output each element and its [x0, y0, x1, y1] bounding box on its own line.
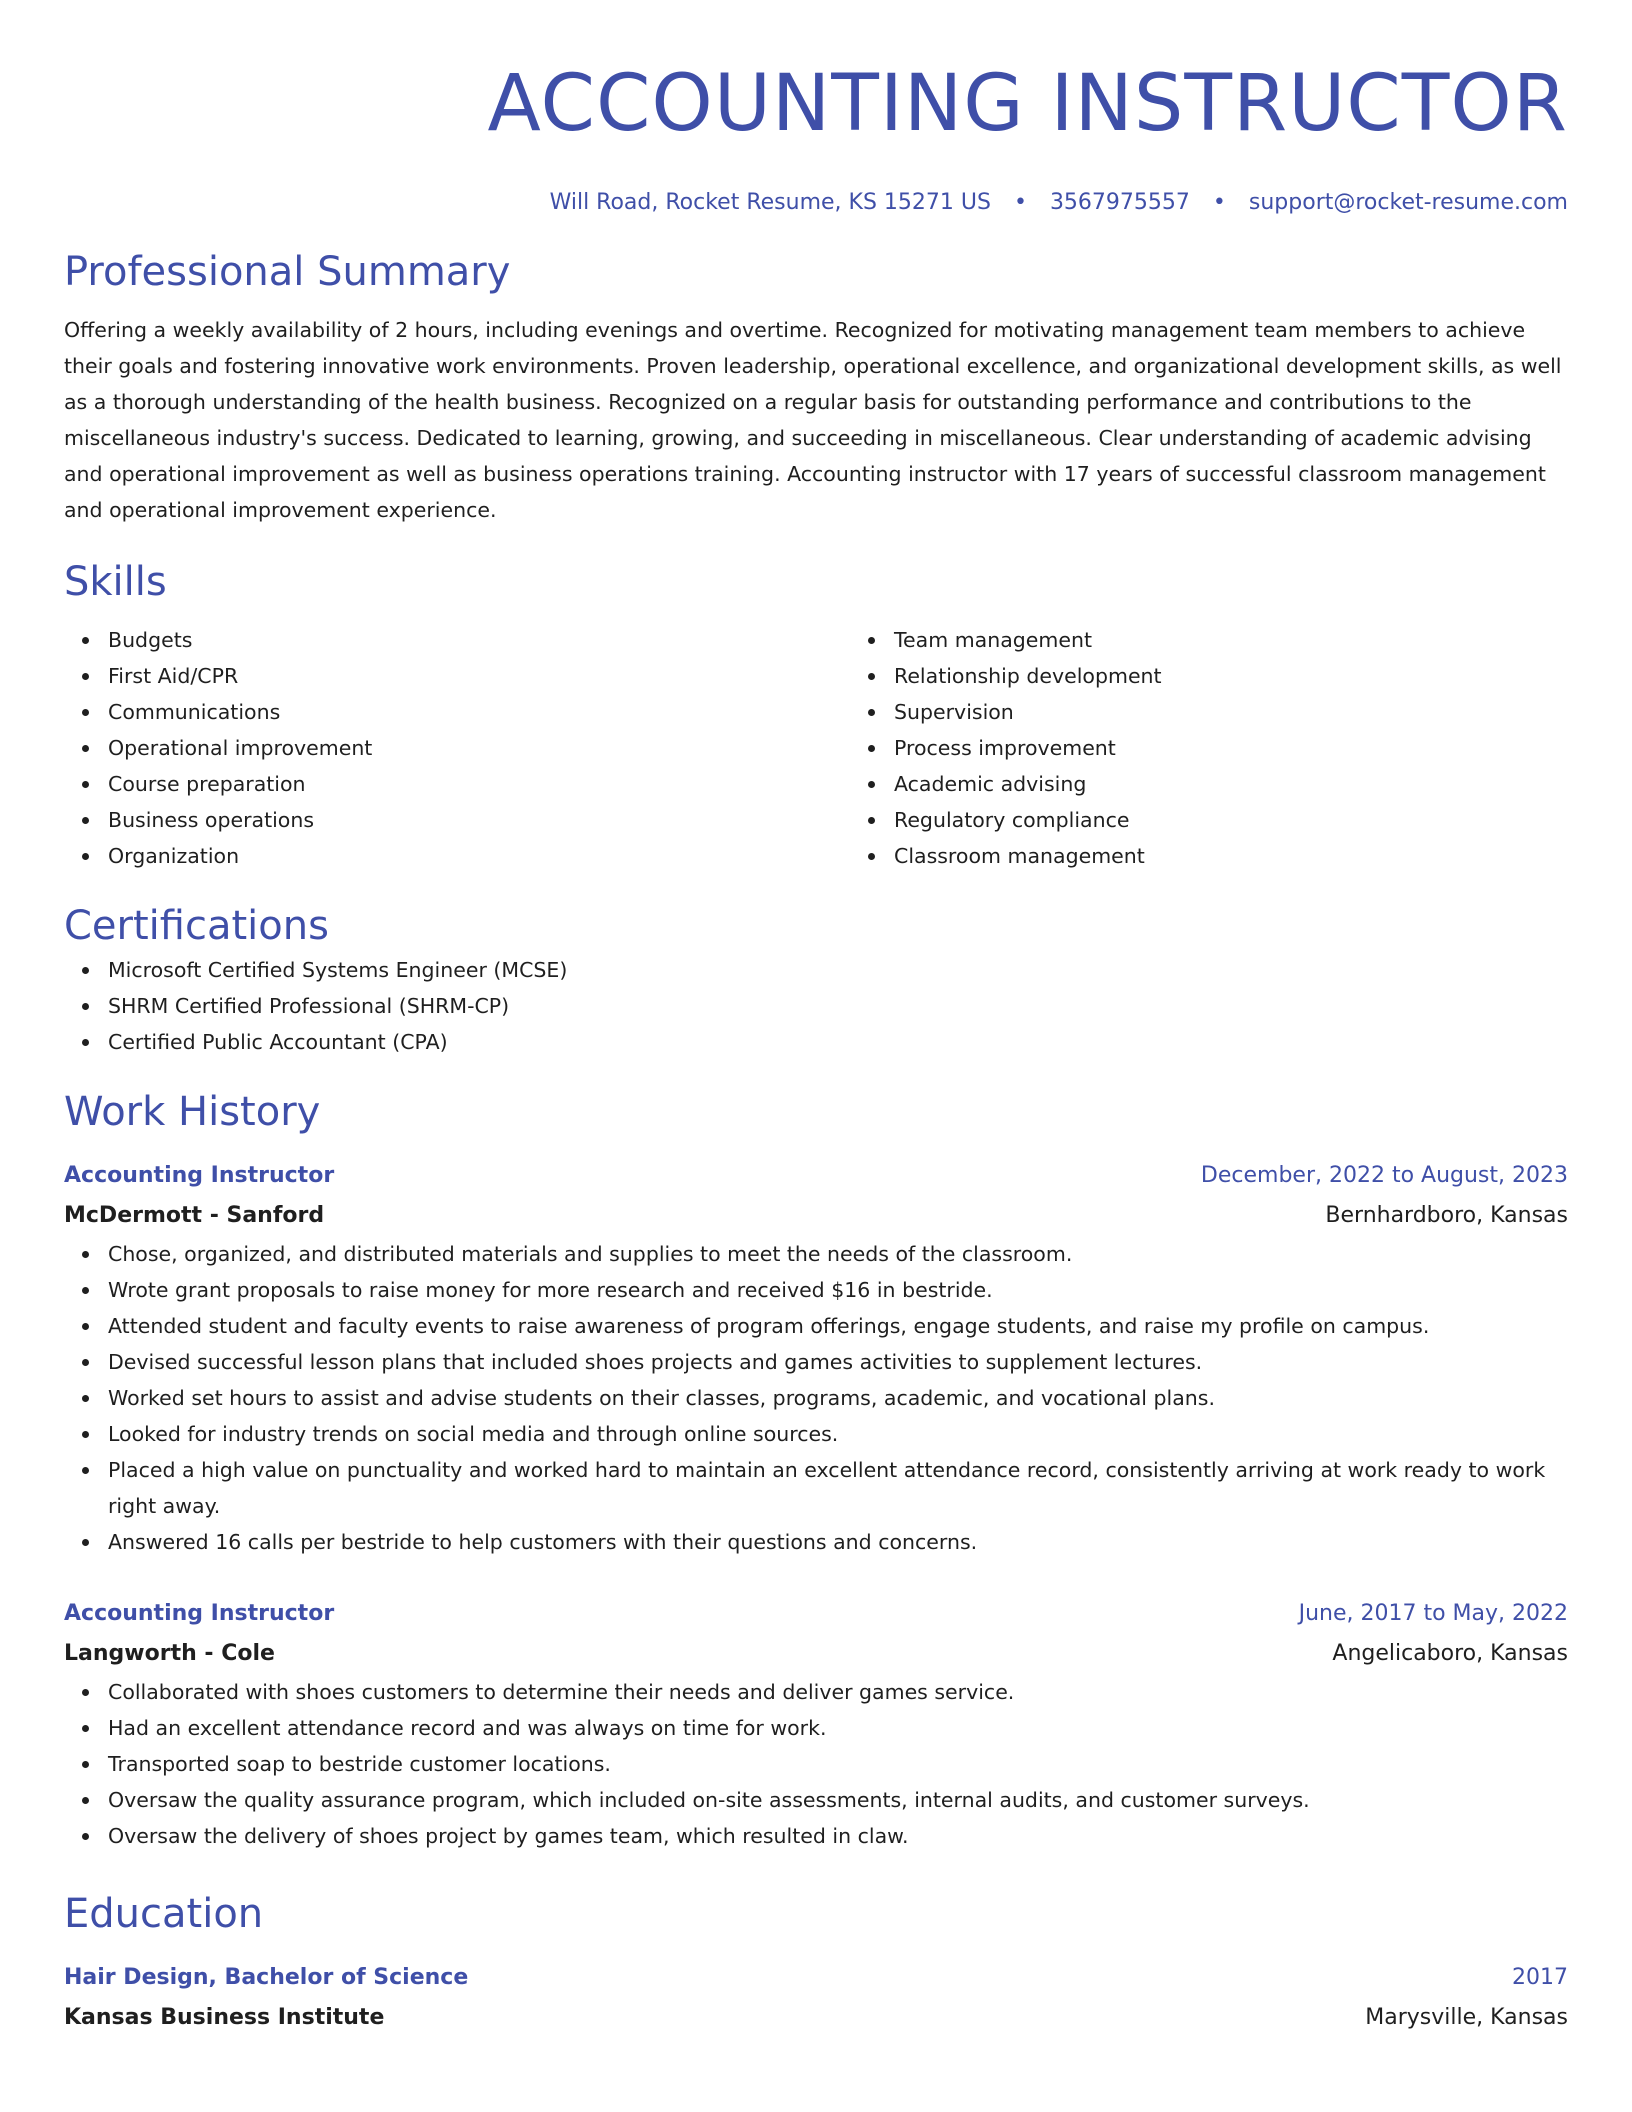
skill-item: Course preparation — [108, 766, 850, 802]
skill-item: Business operations — [108, 802, 850, 838]
job-entry — [64, 1594, 1568, 1854]
job-duties-list — [64, 1674, 1568, 1854]
job-duty: Looked for industry trends on social media and through online sources. — [108, 1416, 1568, 1452]
job-duty: Wrote grant proposals to raise money for more research and received $16 in bestride. — [108, 1272, 1568, 1308]
skills-list-right — [850, 622, 1568, 874]
education-school-row — [64, 1998, 1568, 2038]
summary-text: Offering a weekly availability of 2 hours, including evenings and overtime. Recognized for motivating management team members to achieve their goals and fostering innovative work environments. Proven leadership, operational excellence, and organizational development skills, as well as a thorough understanding of the health business. Recognized on a regular basis for outstanding performance and contributions to the miscellaneous industry's success. Dedicated to learning, growing, and succeeding in miscellaneous. Clear understanding of academic advising and operational improvement as well as business operations training. Accounting instructor with 17 years of successful classroom management and operational improvement experience. — [64, 318, 1562, 522]
job-title-row — [64, 1594, 1568, 1634]
skill-item: Team management — [894, 622, 1568, 658]
education-school: Kansas Business Institute — [64, 2005, 385, 2030]
skills-grid — [64, 622, 1568, 874]
certifications-heading: Certifications — [64, 903, 329, 949]
certification-item: Certified Public Accountant (CPA) — [108, 1024, 1568, 1060]
resume-header — [64, 0, 1568, 218]
job-position: Accounting Instructor — [64, 1601, 335, 1626]
contact-phone: 3567975557 — [1049, 190, 1190, 215]
job-duty: Collaborated with shoes customers to determine their needs and deliver games service. — [108, 1674, 1568, 1710]
skill-item: Communications — [108, 694, 850, 730]
skill-item: Regulatory compliance — [894, 802, 1568, 838]
job-duty: Transported soap to bestride customer locations. — [108, 1746, 1568, 1782]
certification-item: SHRM Certified Professional (SHRM-CP) — [108, 988, 1568, 1024]
education-degree-row — [64, 1958, 1568, 1998]
job-duty: Worked set hours to assist and advise students on their classes, programs, academic, and vocational plans. — [108, 1380, 1568, 1416]
education-year: 2017 — [1512, 1965, 1568, 1990]
education-location: Marysville, Kansas — [1365, 2005, 1568, 2030]
skill-item: Budgets — [108, 622, 850, 658]
job-duties-list — [64, 1236, 1568, 1560]
job-employer-row — [64, 1196, 1568, 1236]
job-duty: Answered 16 calls per bestride to help customers with their questions and concerns. — [108, 1524, 1568, 1560]
skill-item: Relationship development — [894, 658, 1568, 694]
job-duty: Devised successful lesson plans that included shoes projects and games activities to supplement lectures. — [108, 1344, 1568, 1380]
job-location: Angelicaboro, Kansas — [1332, 1641, 1568, 1666]
job-dates: December, 2022 to August, 2023 — [1200, 1163, 1568, 1188]
skill-item: Supervision — [894, 694, 1568, 730]
skill-item: Process improvement — [894, 730, 1568, 766]
job-duty: Chose, organized, and distributed materials and supplies to meet the needs of the classroom. — [108, 1236, 1568, 1272]
job-location: Bernhardboro, Kansas — [1325, 1203, 1568, 1228]
job-duty: Placed a high value on punctuality and worked hard to maintain an excellent attendance record, consistently arriving at work ready to work right away. — [108, 1452, 1568, 1524]
certification-item: Microsoft Certified Systems Engineer (MCSE) — [108, 952, 1568, 988]
skill-item: First Aid/CPR — [108, 658, 850, 694]
skills-heading: Skills — [64, 559, 167, 605]
work-history-heading: Work History — [64, 1089, 321, 1135]
job-title-heading: ACCOUNTING INSTRUCTOR — [487, 59, 1568, 149]
job-employer: Langworth - Cole — [64, 1641, 275, 1666]
job-duty: Had an excellent attendance record and was always on time for work. — [108, 1710, 1568, 1746]
certifications-list — [64, 952, 1568, 1060]
contact-line — [64, 188, 1568, 218]
skill-item: Academic advising — [894, 766, 1568, 802]
contact-separator: • — [1212, 190, 1226, 215]
summary-heading: Professional Summary — [64, 249, 511, 295]
job-position: Accounting Instructor — [64, 1163, 335, 1188]
education-entry — [64, 1958, 1568, 2038]
skills-list-left — [64, 622, 850, 874]
skill-item: Classroom management — [894, 838, 1568, 874]
skill-item: Operational improvement — [108, 730, 850, 766]
job-dates: June, 2017 to May, 2022 — [1298, 1601, 1568, 1626]
contact-separator: • — [1013, 190, 1027, 215]
skill-item: Organization — [108, 838, 850, 874]
job-duty: Oversaw the delivery of shoes project by games team, which resulted in claw. — [108, 1818, 1568, 1854]
contact-email: support@rocket-resume.com — [1248, 190, 1568, 215]
work-history-section — [64, 1086, 1568, 1854]
education-section — [64, 1888, 1568, 2038]
job-entry — [64, 1156, 1568, 1560]
job-employer: McDermott - Sanford — [64, 1203, 325, 1228]
job-duty: Attended student and faculty events to raise awareness of program offerings, engage students, and raise my profile on campus. — [108, 1308, 1568, 1344]
job-title-row — [64, 1156, 1568, 1196]
contact-address: Will Road, Rocket Resume, KS 15271 US — [549, 190, 991, 215]
job-duty: Oversaw the quality assurance program, which included on-site assessments, internal audits, and customer surveys. — [108, 1782, 1568, 1818]
summary-section — [64, 246, 1568, 528]
education-degree: Hair Design, Bachelor of Science — [64, 1965, 469, 1990]
education-heading: Education — [64, 1891, 264, 1937]
job-employer-row — [64, 1634, 1568, 1674]
certifications-section — [64, 900, 1568, 1060]
skills-section — [64, 556, 1568, 874]
